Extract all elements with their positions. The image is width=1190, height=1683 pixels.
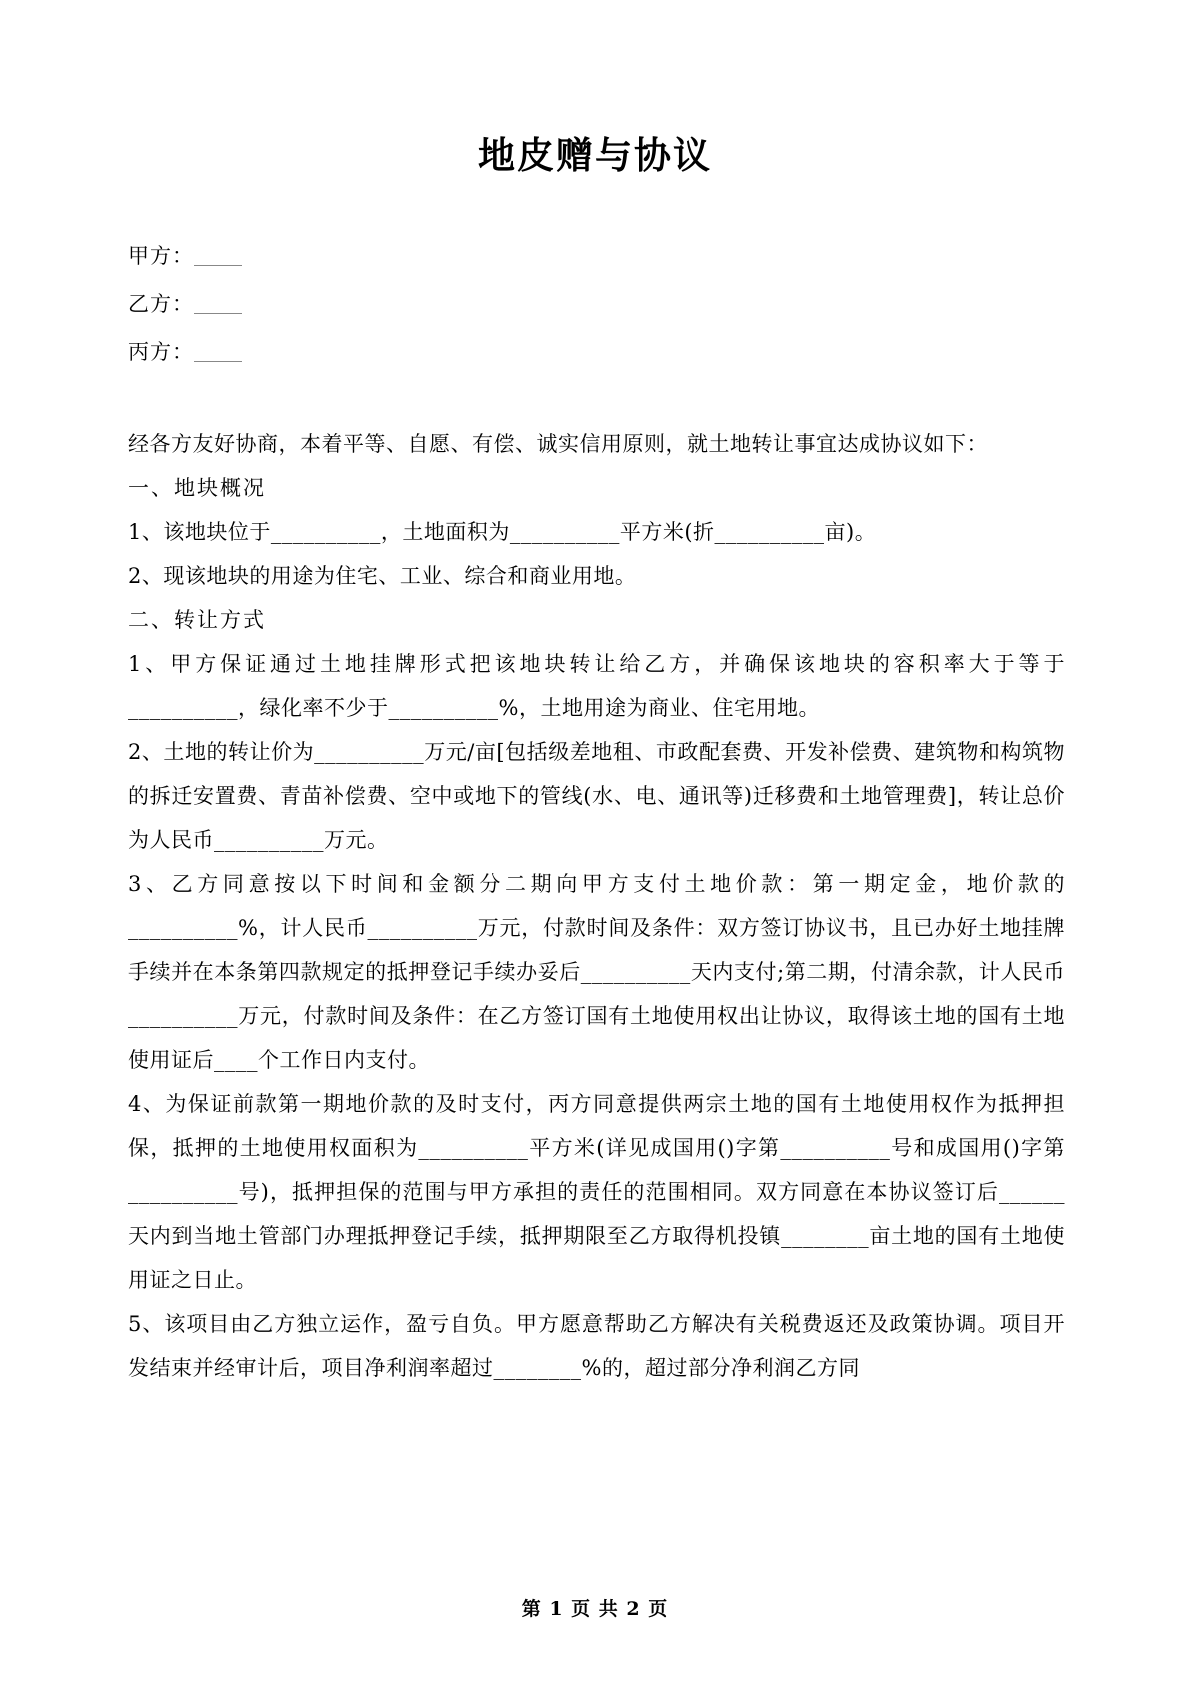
section-2-item-3: 3、乙方同意按以下时间和金额分二期向甲方支付土地价款：第一期定金，地价款的__________%，计人民币__________万元，付款时间及条件：双方签订协议书，且已办好土地挂牌手续并在本条第四款规定的抵押登记手续办妥后__________天内支付;第二期，付清余款，计人民币__________万元，付款时间及条件：在乙方签订国有土地使用权出让协议，取得该土地的国有土地使用证后____个工作日内支付。 xyxy=(128,872,1065,1073)
spacer xyxy=(128,376,1065,422)
party-label-jia: 甲方： xyxy=(128,244,194,269)
preamble-paragraph: 经各方友好协商，本着平等、自愿、有偿、诚实信用原则，就土地转让事宜达成协议如下： xyxy=(128,432,988,457)
section-2-item-2: 2、土地的转让价为__________万元/亩[包括级差地租、市政配套费、开发补偿费、建筑物和构筑物的拆迁安置费、青苗补偿费、空中或地下的管线(水、电、通讯等)迁移费和土地管理费]，转让总价为人民币__________万元。 xyxy=(128,740,1065,853)
section-heading-2: 二、转让方式 xyxy=(128,608,266,633)
document-body xyxy=(0,177,1190,1390)
section-2-item-1: 1、甲方保证通过土地挂牌形式把该地块转让给乙方，并确保该地块的容积率大于等于__________，绿化率不少于__________%，土地用途为商业、住宅用地。 xyxy=(128,652,1065,721)
party-label-yi: 乙方： xyxy=(128,292,194,317)
page-footer: 第 1 页 共 2 页 xyxy=(521,1598,669,1620)
party-row-jia xyxy=(128,232,1065,280)
party-row-bing xyxy=(128,328,1065,376)
party-row-yi xyxy=(128,280,1065,328)
section-1-item-1: 1、该地块位于__________，土地面积为__________平方米(折__________亩)。 xyxy=(128,520,877,545)
section-2-item-4: 4、为保证前款第一期地价款的及时支付，丙方同意提供两宗土地的国有土地使用权作为抵押担保，抵押的土地使用权面积为__________平方米(详见成国用()字第__________号和成国用()字第__________号)，抵押担保的范围与甲方承担的责任的范围相同。双方同意在本协议签订后______天内到当地土管部门办理抵押登记手续，抵押期限至乙方取得机投镇________亩土地的国有土地使用证之日止。 xyxy=(128,1092,1065,1293)
page-title: 地皮赠与协议 xyxy=(478,133,712,177)
party-blank-bing xyxy=(194,341,242,362)
section-2-item-5: 5、该项目由乙方独立运作，盈亏自负。甲方愿意帮助乙方解决有关税费返还及政策协调。项目开发结束并经审计后，项目净利润率超过________%的，超过部分净利润乙方同 xyxy=(128,1312,1065,1381)
party-blank-jia xyxy=(194,245,242,266)
section-heading-1: 一、地块概况 xyxy=(128,476,266,501)
party-label-bing: 丙方： xyxy=(128,340,194,365)
section-1-item-2: 2、现该地块的用途为住宅、工业、综合和商业用地。 xyxy=(128,564,637,589)
party-blank-yi xyxy=(194,293,242,314)
